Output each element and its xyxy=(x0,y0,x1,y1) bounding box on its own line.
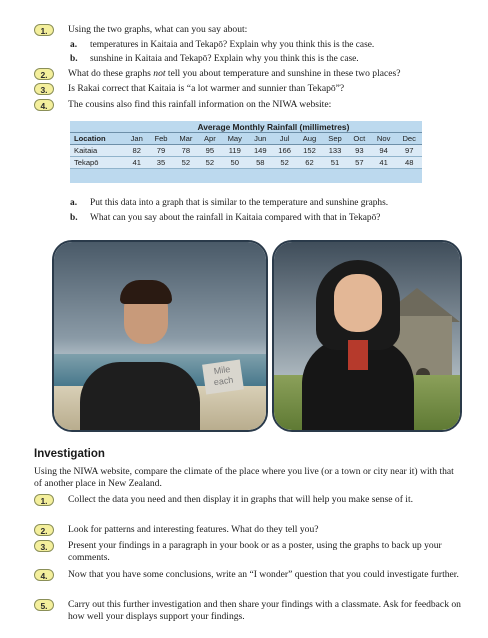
value-cell: 51 xyxy=(322,157,348,169)
investigation-intro: Using the NIWA website, compare the climate of the place where you live (or a town or city near it) with that of another place in New Zealand. xyxy=(34,466,454,489)
step-number-badge: 3. xyxy=(34,540,54,552)
value-cell: 97 xyxy=(396,145,422,157)
value-cell: 166 xyxy=(272,145,296,157)
value-cell: 149 xyxy=(248,145,272,157)
question-number-badge: 2. xyxy=(34,68,54,80)
month-header: Feb xyxy=(149,133,174,145)
value-cell: 50 xyxy=(221,157,248,169)
value-cell: 93 xyxy=(348,145,371,157)
value-cell: 94 xyxy=(371,145,397,157)
value-cell: 52 xyxy=(173,157,198,169)
sub-letter: b. xyxy=(70,213,78,223)
step-text: Carry out this further investigation and then share your findings with a classmate. Ask for feedback on how well your displays support your findings. xyxy=(68,599,461,622)
boy-face xyxy=(334,274,382,332)
question-text: The cousins also find this rainfall information on the NIWA website: xyxy=(68,99,332,110)
table-header-row xyxy=(70,133,422,145)
step-number-badge: 2. xyxy=(34,524,54,536)
month-header: Jun xyxy=(248,133,272,145)
month-header: Jan xyxy=(125,133,149,145)
sub-letter: b. xyxy=(70,54,78,64)
value-cell: 95 xyxy=(198,145,221,157)
sub-text: Put this data into a graph that is similar to the temperature and sunshine graphs. xyxy=(90,198,389,208)
step-text: Now that you have some conclusions, write an “I wonder” question that you could investigate further. xyxy=(68,569,459,580)
question-number-badge: 3. xyxy=(34,83,54,95)
value-cell: 35 xyxy=(149,157,174,169)
step-number-badge: 4. xyxy=(34,569,54,581)
month-header: Mar xyxy=(173,133,198,145)
value-cell: 52 xyxy=(272,157,296,169)
sub-text: temperatures in Kaitaia and Tekapō? Explain why you think this is the case. xyxy=(90,40,375,50)
value-cell: 78 xyxy=(173,145,198,157)
step-number-badge: 1. xyxy=(34,494,54,506)
table-row xyxy=(70,157,422,169)
month-header: Dec xyxy=(396,133,422,145)
month-header: Sep xyxy=(322,133,348,145)
step-number-badge: 5. xyxy=(34,599,54,611)
location-cell: Kaitaia xyxy=(70,145,125,157)
photo-boy-at-church xyxy=(272,240,462,432)
month-header: Nov xyxy=(371,133,397,145)
month-header: Jul xyxy=(272,133,296,145)
step-text: Present your findings in a paragraph in your book or as a poster, using the graphs to back up your comments. xyxy=(68,540,442,563)
value-cell: 62 xyxy=(297,157,323,169)
value-cell: 58 xyxy=(248,157,272,169)
question-text: Is Rakai correct that Kaitaia is “a lot warmer and sunnier than Tekapō”? xyxy=(68,83,345,94)
value-cell: 82 xyxy=(125,145,149,157)
value-cell: 52 xyxy=(198,157,221,169)
boy-red-shirt xyxy=(348,340,368,370)
emphasis-not: not xyxy=(153,68,166,79)
month-header: May xyxy=(221,133,248,145)
table-caption: Average Monthly Rainfall (millimetres) xyxy=(197,121,350,132)
boy-hair xyxy=(120,280,172,304)
sub-text: What can you say about the rainfall in Kaitaia compared with that in Tekapō? xyxy=(90,213,381,223)
month-header: Aug xyxy=(297,133,323,145)
value-cell: 152 xyxy=(297,145,323,157)
sub-letter: a. xyxy=(70,198,78,208)
question-text: What do these graphs not tell you about temperature and sunshine in these two places? xyxy=(68,68,401,79)
sub-text: sunshine in Kaitaia and Tekapō? Explain why you think this is the case. xyxy=(90,54,359,64)
step-text: Collect the data you need and then display it in graphs that will help you make sense of it. xyxy=(68,494,414,505)
question-text: Using the two graphs, what can you say about: xyxy=(68,24,248,35)
location-cell: Tekapō xyxy=(70,157,125,169)
value-cell: 79 xyxy=(149,145,174,157)
beach-sign: Mile each xyxy=(202,360,244,395)
investigation-heading: Investigation xyxy=(34,448,105,460)
table-row xyxy=(70,145,422,157)
sub-letter: a. xyxy=(70,40,78,50)
month-header: Apr xyxy=(198,133,221,145)
location-header: Location xyxy=(70,133,125,145)
value-cell: 133 xyxy=(322,145,348,157)
step-text: Look for patterns and interesting features. What do they tell you? xyxy=(68,524,319,535)
value-cell: 57 xyxy=(348,157,371,169)
question-number-badge: 1. xyxy=(34,24,54,36)
rainfall-table xyxy=(70,121,422,183)
value-cell: 41 xyxy=(371,157,397,169)
value-cell: 41 xyxy=(125,157,149,169)
month-header: Oct xyxy=(348,133,371,145)
value-cell: 119 xyxy=(221,145,248,157)
photo-boy-at-beach xyxy=(52,240,268,432)
boy-jacket xyxy=(80,362,200,432)
value-cell: 48 xyxy=(396,157,422,169)
question-number-badge: 4. xyxy=(34,99,54,111)
